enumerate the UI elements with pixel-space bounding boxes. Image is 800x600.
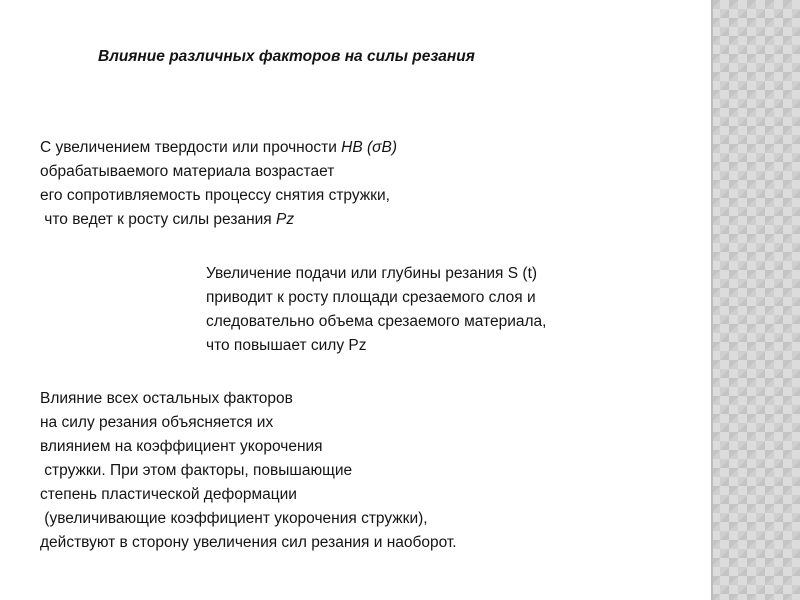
decorative-side-band xyxy=(711,0,800,600)
paragraph-feed-depth-line-1: Увеличение подачи или глубины резания S (t) xyxy=(206,265,538,282)
paragraph-feed-depth xyxy=(206,262,546,358)
paragraph-feed-depth-line-4: что повышает силу Pz xyxy=(206,337,367,354)
paragraph-other-factors-line-7: действуют в сторону увеличения сил резания и наоборот. xyxy=(40,534,457,551)
paragraph-feed-depth-line-2: приводит к росту площади срезаемого слоя и xyxy=(206,289,536,306)
paragraph-hardness-line-1-text: С увеличением твердости или прочности xyxy=(40,139,342,156)
paragraph-other-factors-line-2: на силу резания объясняется их xyxy=(40,414,274,431)
paragraph-other-factors-line-3: влиянием на коэффициент укорочения xyxy=(40,438,323,455)
paragraph-hardness-line-4-text: что ведет к росту силы резания xyxy=(40,211,276,228)
paragraph-hardness-line-3: его сопротивляемость процессу снятия стружки, xyxy=(40,187,390,204)
paragraph-hardness-line-4 xyxy=(40,208,397,232)
paragraph-other-factors-line-4: стружки. При этом факторы, повышающие xyxy=(40,462,353,479)
slide-title: Влияние различных факторов на силы резания xyxy=(98,48,475,65)
paragraph-other-factors xyxy=(40,387,457,555)
cutting-force-term: Pz xyxy=(275,211,295,228)
paragraph-other-factors-line-1: Влияние всех остальных факторов xyxy=(40,390,293,407)
paragraph-hardness-line-1 xyxy=(40,136,397,160)
paragraph-feed-depth-line-3: следовательно объема срезаемого материала, xyxy=(206,313,547,330)
paragraph-other-factors-line-6: (увеличивающие коэффициент укорочения стружки), xyxy=(40,510,428,527)
paragraph-hardness xyxy=(40,136,397,232)
paragraph-other-factors-line-5: степень пластической деформации xyxy=(40,486,297,503)
paragraph-hardness-line-2: обрабатываемого материала возрастает xyxy=(40,163,335,180)
hardness-term: НВ (σВ) xyxy=(341,139,398,156)
